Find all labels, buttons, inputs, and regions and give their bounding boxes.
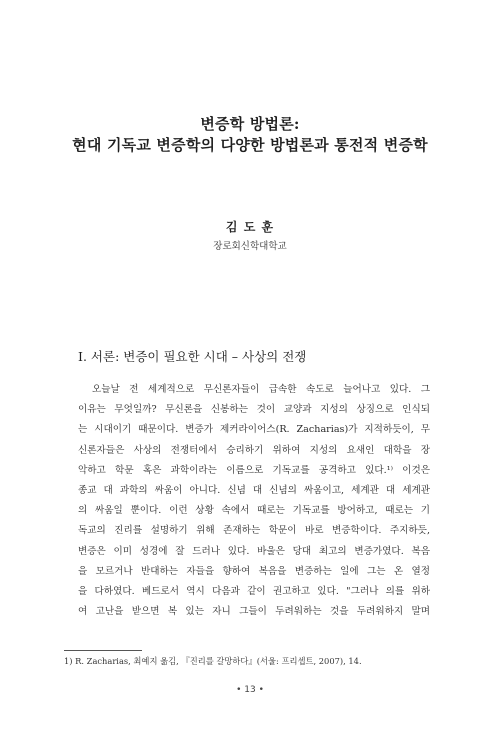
section-number: I.: [78, 349, 87, 364]
footnote: 1) R. Zacharias, 최예지 옮김, 『진리를 갈망하다』(서울: 프리셉트, 2007), 14.: [64, 656, 362, 666]
body-line: 는 시대이기 때문이다. 변증가 제커라이어스(R. Zacharias)가 지적하듯이, 무: [78, 424, 430, 436]
body-line: 의 싸움일 뿐이다. 이런 상황 속에서 때로는 기독교를 방어하고, 때로는 기: [78, 505, 430, 517]
page-number: • 13 •: [236, 685, 264, 695]
body-line: 종교 대 과학의 싸움이 아니다. 신념 대 신념의 싸움이고, 세계관 대 세계관: [78, 484, 430, 496]
section-heading: [78, 347, 306, 365]
body-line: 오늘날 전 세계적으로 무신론자들이 급속한 속도로 늘어나고 있다. 그: [92, 384, 430, 395]
body-line: 독교의 진리를 설명하기 위해 존재하는 학문이 바로 변증학이다. 주지하듯,: [78, 525, 430, 537]
author-name: 김 도 훈: [225, 220, 275, 234]
body-paragraph: [78, 380, 430, 622]
body-line: 신론자들은 사상의 전쟁터에서 승리하기 위하여 지성의 요새인 대학을 장: [78, 444, 430, 456]
body-line: 변증은 이미 성경에 잘 드러나 있다. 바울은 당대 최고의 변증가였다. 복음: [78, 545, 430, 557]
body-line: 이유는 무엇일까? 무신론을 신봉하는 것이 교양과 지성의 상징으로 인식되: [78, 404, 430, 416]
body-line: 을 다하였다. 베드로서 역시 다음과 같이 권고하고 있다. "그러나 의를 위하: [78, 585, 430, 597]
section-title: 서론: 변증이 필요한 시대 – 사상의 전쟁: [90, 349, 307, 364]
body-line: 여 고난을 받으면 복 있는 자니 그들이 두려워하는 것을 두려워하지 말며: [78, 606, 430, 618]
paper-title-line-2: 현대 기독교 변증학의 다양한 방법론과 통전적 변증학: [72, 136, 428, 154]
body-line: 악하고 학문 혹은 과학이라는 이름으로 기독교를 공격하고 있다.¹⁾ 이것은: [78, 464, 430, 476]
footnote-divider: [64, 650, 142, 651]
paper-title-line-1: 변증학 방법론:: [200, 115, 300, 133]
body-line: 을 모르거나 반대하는 자들을 향하여 복음을 변증하는 일에 그는 온 열정: [78, 565, 430, 577]
author-affiliation: 장로회신학대학교: [213, 241, 287, 252]
